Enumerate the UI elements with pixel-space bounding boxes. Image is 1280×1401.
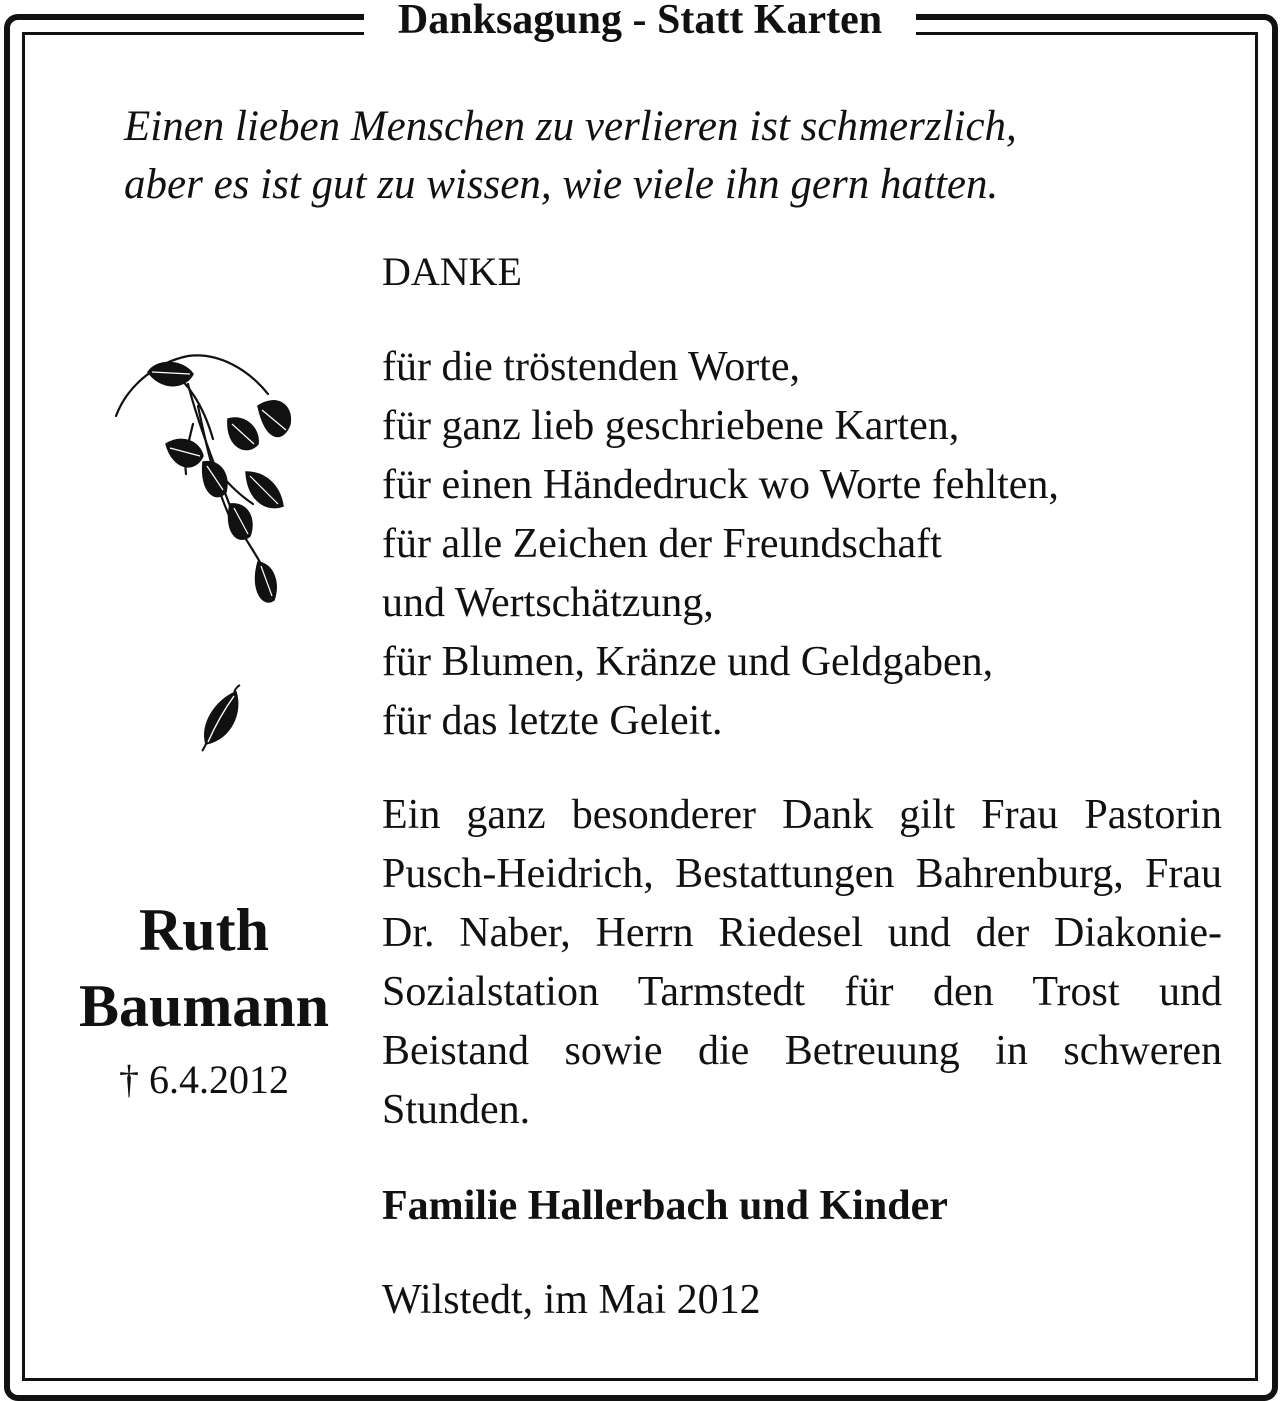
deceased-first-name: Ruth xyxy=(138,897,270,963)
thanks-line: für Blumen, Kränze und Geldgaben, xyxy=(382,639,994,685)
deceased-last-name: Baumann xyxy=(78,973,330,1039)
danke-heading: DANKE xyxy=(382,249,522,294)
header-title xyxy=(0,0,1280,48)
quote xyxy=(124,98,1224,214)
thanks-line: für die tröstenden Worte, xyxy=(382,344,801,390)
thanks-list xyxy=(382,338,1242,751)
thanks-line: und Wertschätzung, xyxy=(382,580,714,626)
falling-leaf-icon xyxy=(196,684,246,752)
birch-branch-icon xyxy=(108,344,308,624)
place-date: Wilstedt, im Mai 2012 xyxy=(382,1277,761,1323)
quote-line: Einen lieben Menschen zu verlieren ist schmerzlich, xyxy=(124,103,1017,150)
thanks-line: für das letzte Geleit. xyxy=(382,698,723,744)
death-date: † 6.4.2012 xyxy=(119,1057,289,1102)
thanks-line: für alle Zeichen der Freundschaft xyxy=(382,521,942,567)
header-title-text: Danksagung - Statt Karten xyxy=(364,0,916,43)
special-thanks: Ein ganz besonderer Dank gilt Frau Pastorin Pusch-Heidrich, Bestattungen Bahrenburg, Frau Dr. Naber, Herrn Riedesel und der Diakonie-Sozialstation Tarmstedt für den Trost und Beistand sowie die Betreuung in schweren Stunden. xyxy=(382,792,1222,1133)
thanks-line: für ganz lieb geschriebene Karten, xyxy=(382,403,960,449)
quote-line: aber es ist gut zu wissen, wie viele ihn gern hatten. xyxy=(124,161,999,208)
thanks-line: für einen Händedruck wo Worte fehlten, xyxy=(382,462,1059,508)
family-signature: Familie Hallerbach und Kinder xyxy=(382,1183,948,1229)
deceased-name-block xyxy=(44,892,364,1106)
